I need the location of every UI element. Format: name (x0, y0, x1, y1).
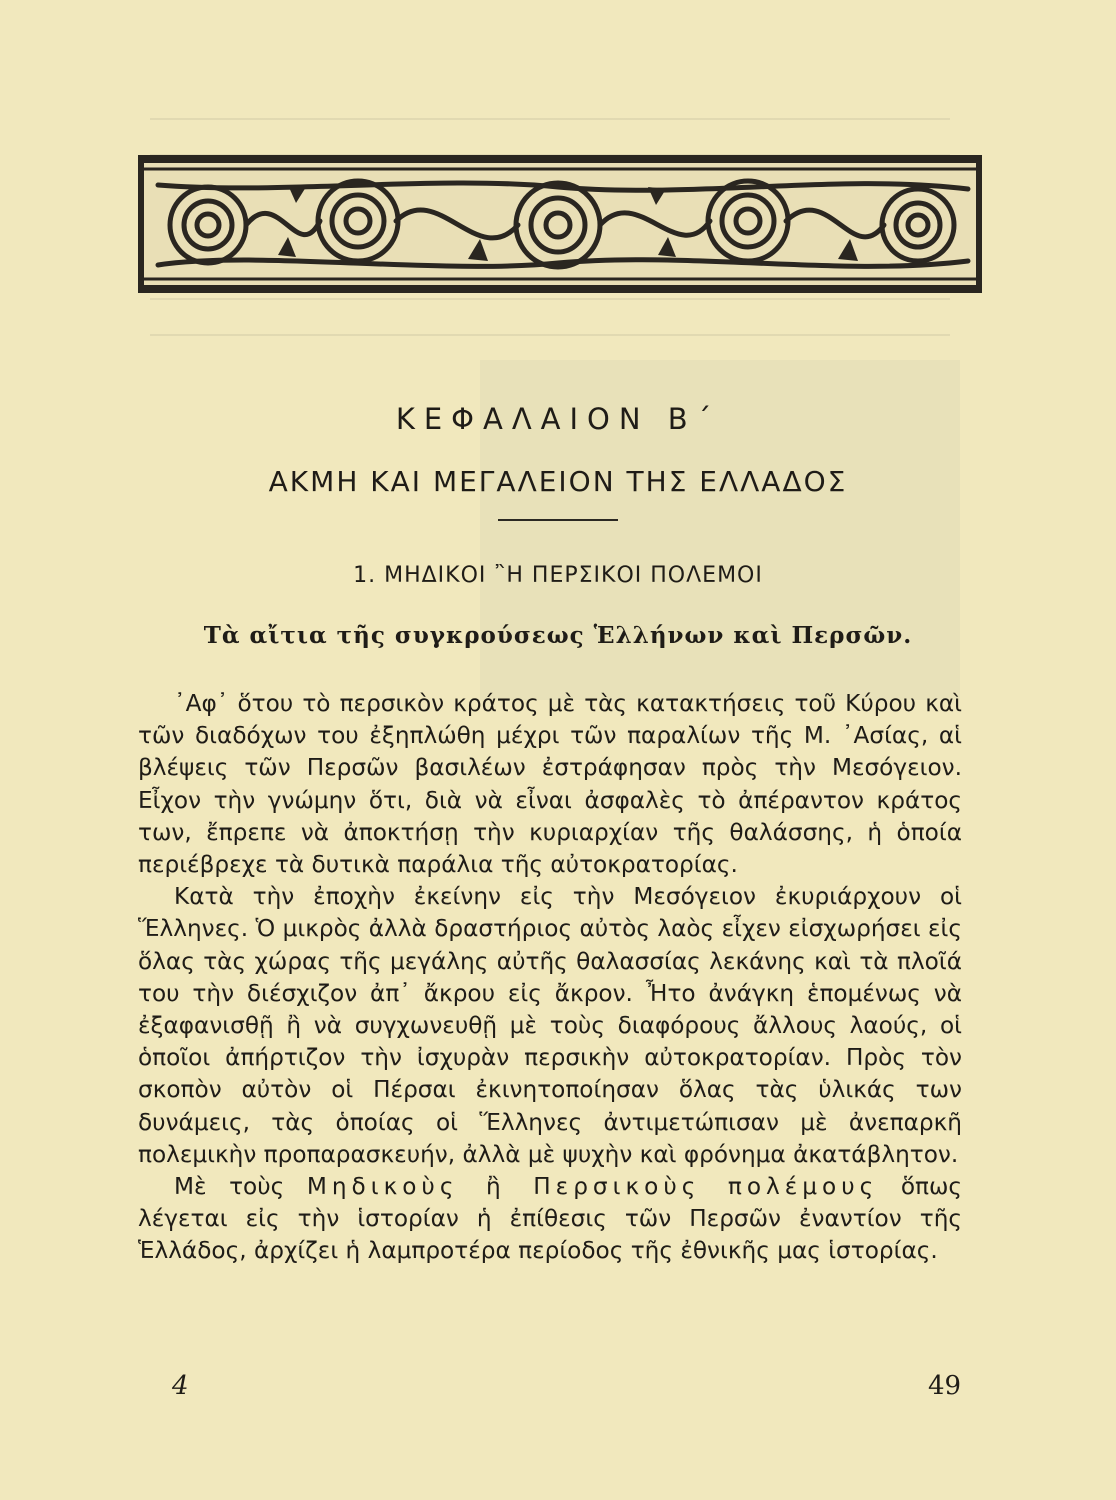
chapter-title: ΑΚΜΗ ΚΑΙ ΜΕΓΑΛΕΙΟΝ ΤΗΣ ΕΛΛΑΔΟΣ (268, 465, 848, 498)
chapter-headpiece-ornament (138, 155, 982, 293)
paragraph-2: Κατὰ τὴν ἐποχὴν ἐκείνην εἰς τὴν Μεσόγειον ἐκυριάρχουν οἱ Ἕλληνες. Ὁ μικρὸς ἀλλὰ δραστήριος αὐτὸς λαὸς εἶχεν εἰσχωρήσει εἰς ὅλας τὰς χώρας τῆς μεγάλης αὐτῆς θαλασσίας λεκάνης καὶ τὰ πλοῖά του τὴν διέσχιζον ἀπ᾿ ἄκρου εἰς ἄκρον. Ἦτο ἀνάγκη ἑπομένως νὰ ἐξαφανισθῇ ἢ νὰ συγχωνευθῇ μὲ τοὺς διαφόρους ἄλλους λαούς, οἱ ὁποῖοι ἀπήρτιζον τὴν ἰσχυρὰν περσικὴν αὐτοκρατορίαν. Πρὸς τὸν σκοπὸν αὐτὸν οἱ Πέρσαι ἐκινητοποίησαν ὅλας τὰς ὑλικάς των δυνάμεις, τὰς ὁποίας οἱ Ἕλληνες ἀντιμετώπισαν μὲ ἀνεπαρκῆ πολεμικὴν προπαρασκευήν, ἀλλὰ μὲ ψυχὴν καὶ φρόνημα ἀκατάβλητον. (138, 883, 962, 1168)
spaced-emphasis: Μηδικοὺς ἢ Περσικοὺς πολέμους (306, 1173, 879, 1201)
scroll-ornament-icon (138, 155, 982, 293)
body-text (138, 688, 962, 1268)
title-divider (498, 519, 618, 521)
section-subtitle: Τὰ αἴτια τῆς συγκρούσεως Ἑλλήνων καὶ Περσῶν. (203, 622, 913, 649)
section-heading: 1. ΜΗΔΙΚΟΙ ῍Η ΠΕΡΣΙΚΟΙ ΠΟΛΕΜΟΙ (353, 563, 763, 588)
signature-mark: 4 (172, 1371, 189, 1401)
chapter-heading: ΚΕΦΑΛΑΙΟΝ Β΄ (395, 402, 721, 436)
paragraph-3-rest: ὅπως λέγεται εἰς τὴν ἱστορίαν ἡ ἐπίθεσις τῶν Περσῶν ἐναντίον τῆς Ἑλλάδος, ἀρχίζει ἡ λαμπροτέρα περίοδος τῆς ἐθνικῆς μας ἱστορίας. (138, 1173, 963, 1265)
paragraph-3 (138, 1171, 962, 1268)
page-number: 49 (928, 1371, 962, 1401)
paragraph-3-lead: Μὲ τοὺς (174, 1173, 307, 1201)
paragraph-1: ᾿Αφ᾿ ὅτου τὸ περσικὸν κράτος μὲ τὰς κατακτήσεις τοῦ Κύρου καὶ τῶν διαδόχων του ἐξηπλώθη μέχρι τῶν παραλίων τῆς Μ. ᾿Ασίας, αἱ βλέψεις τῶν Περσῶν βασιλέων ἐστράφησαν πρὸς τὴν Μεσόγειον. Εἶχον τὴν γνώμην ὅτι, διὰ νὰ εἶναι ἀσφαλὲς τὸ ἀπέραντον κράτος των, ἔπρεπε νὰ ἀποκτήσῃ τὴν κυριαρχίαν τῆς θαλάσσης, ἡ ὁποία περιέβρεχε τὰ δυτικὰ παράλια τῆς αὐτοκρατορίας. (138, 690, 962, 879)
